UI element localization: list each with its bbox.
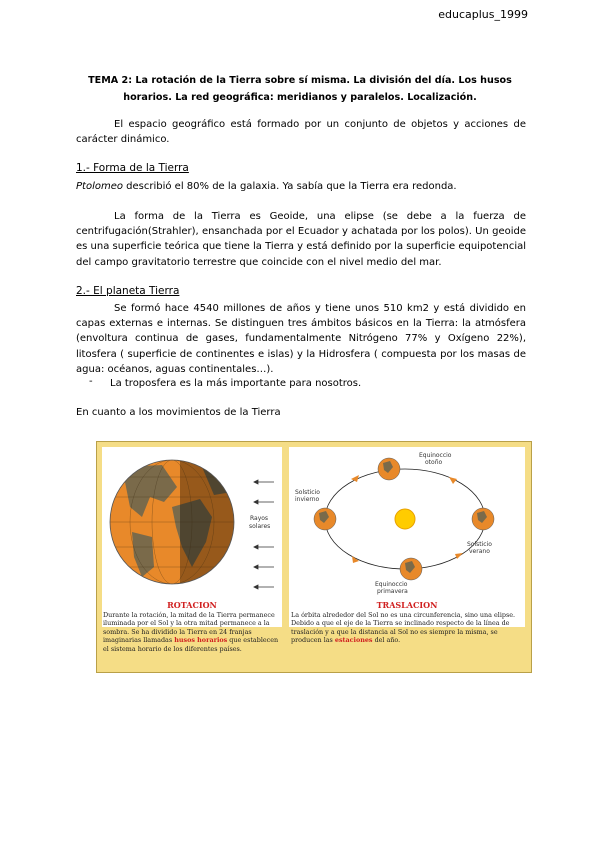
document-title: TEMA 2: La rotación de la Tierra sobre sí misma. La división del día. Los husos horarios. La red geográfica: meridianos y paralelos. Localización. [88,75,512,103]
ptolomeo-text: describió el 80% de la galaxia. Ya sabía que la Tierra era redonda. [122,181,457,192]
label-winter-1: Solsticio [295,489,320,496]
header-username: educaplus_1999 [438,8,528,21]
translation-title: TRASLACION [376,600,438,610]
earth-right [472,508,494,530]
translation-caption-text: La órbita alrededor del Sol no es una circunferencia, sino una elipse. Debido a que el eje de la Tierra se inclinado respecto de la línea de traslación y a que la distancia al Sol no es siempre la misma, se producen las [291,611,516,645]
label-autumn-2: otoño [425,459,443,466]
earth-top [378,458,400,480]
troposphere-bullet: La troposfera es la más importante para nosotros. [110,378,362,389]
label-summer-1: Solsticio [467,541,492,548]
label-winter-2: invierno [295,496,320,503]
rotation-title: ROTACION [167,600,217,610]
translation-caption [291,611,523,645]
geoide-paragraph: La forma de la Tierra es Geoide, una elipse (se debe a la fuerza de centrifugación(Strahler), ensanchada por el Ecuador y achatada por los polos). Un geoide es una superficie teórica que tiene la Tierra y está definido por la superficie equipotencial del campo gravitatorio terrestre que coincide con el nivel medio del mar. [76,211,527,268]
earth-left [314,508,336,530]
intro-paragraph: El espacio geográfico está formado por un conjunto de objetos y acciones de carácter dinámico. [76,119,526,146]
rotation-caption-text: Durante la rotación, la mitad de la Tierra permanece iluminada por el Sol y la otra mitad permanece a la sombra. Se ha dividido la Tierra en 24 franjas imaginarias llamadas [103,611,275,645]
ptolomeo-line [76,179,526,194]
ptolomeo-name: Ptolomeo [76,181,123,192]
translation-caption-highlight: estaciones [334,636,373,645]
rays-label-2: solares [249,523,271,530]
rotation-caption [103,611,281,653]
sun-icon [395,509,415,529]
earth-movements-figure [96,441,532,673]
translation-caption-end: del año. [372,636,401,645]
translation-diagram [289,447,525,597]
bullet-dash: - [89,376,93,387]
label-autumn-1: Equinoccio [419,452,452,459]
label-spring-1: Equinoccio [375,581,408,588]
rotation-caption-end: que establecen el sistema horario de los diferentes países. [103,636,279,653]
label-spring-2: primavera [377,588,408,595]
movements-line: En cuanto a los movimientos de la Tierra [76,407,281,418]
label-summer-2: verano [469,548,490,555]
sun-rays-arrows [254,480,274,589]
earth-bottom [400,558,422,580]
section-1-heading: 1.- Forma de la Tierra [76,162,189,174]
rays-label-1: Rayos [250,515,269,522]
rotation-caption-highlight: husos horarios [174,636,228,645]
planet-paragraph: Se formó hace 4540 millones de años y tiene unos 510 km2 y está dividido en capas externas e internas. Se distinguen tres ámbitos básicos en la Tierra: la atmósfera (envoltura continua de gases, fundamentalmente Nitrógeno 77% y Oxígeno 22%), litosfera ( superficie de continentes e islas) y la Hidrosfera ( compuesta por los masas de agua: océanos, aguas continentales…). [76,303,526,375]
section-2-heading: 2.- El planeta Tierra [76,285,180,297]
